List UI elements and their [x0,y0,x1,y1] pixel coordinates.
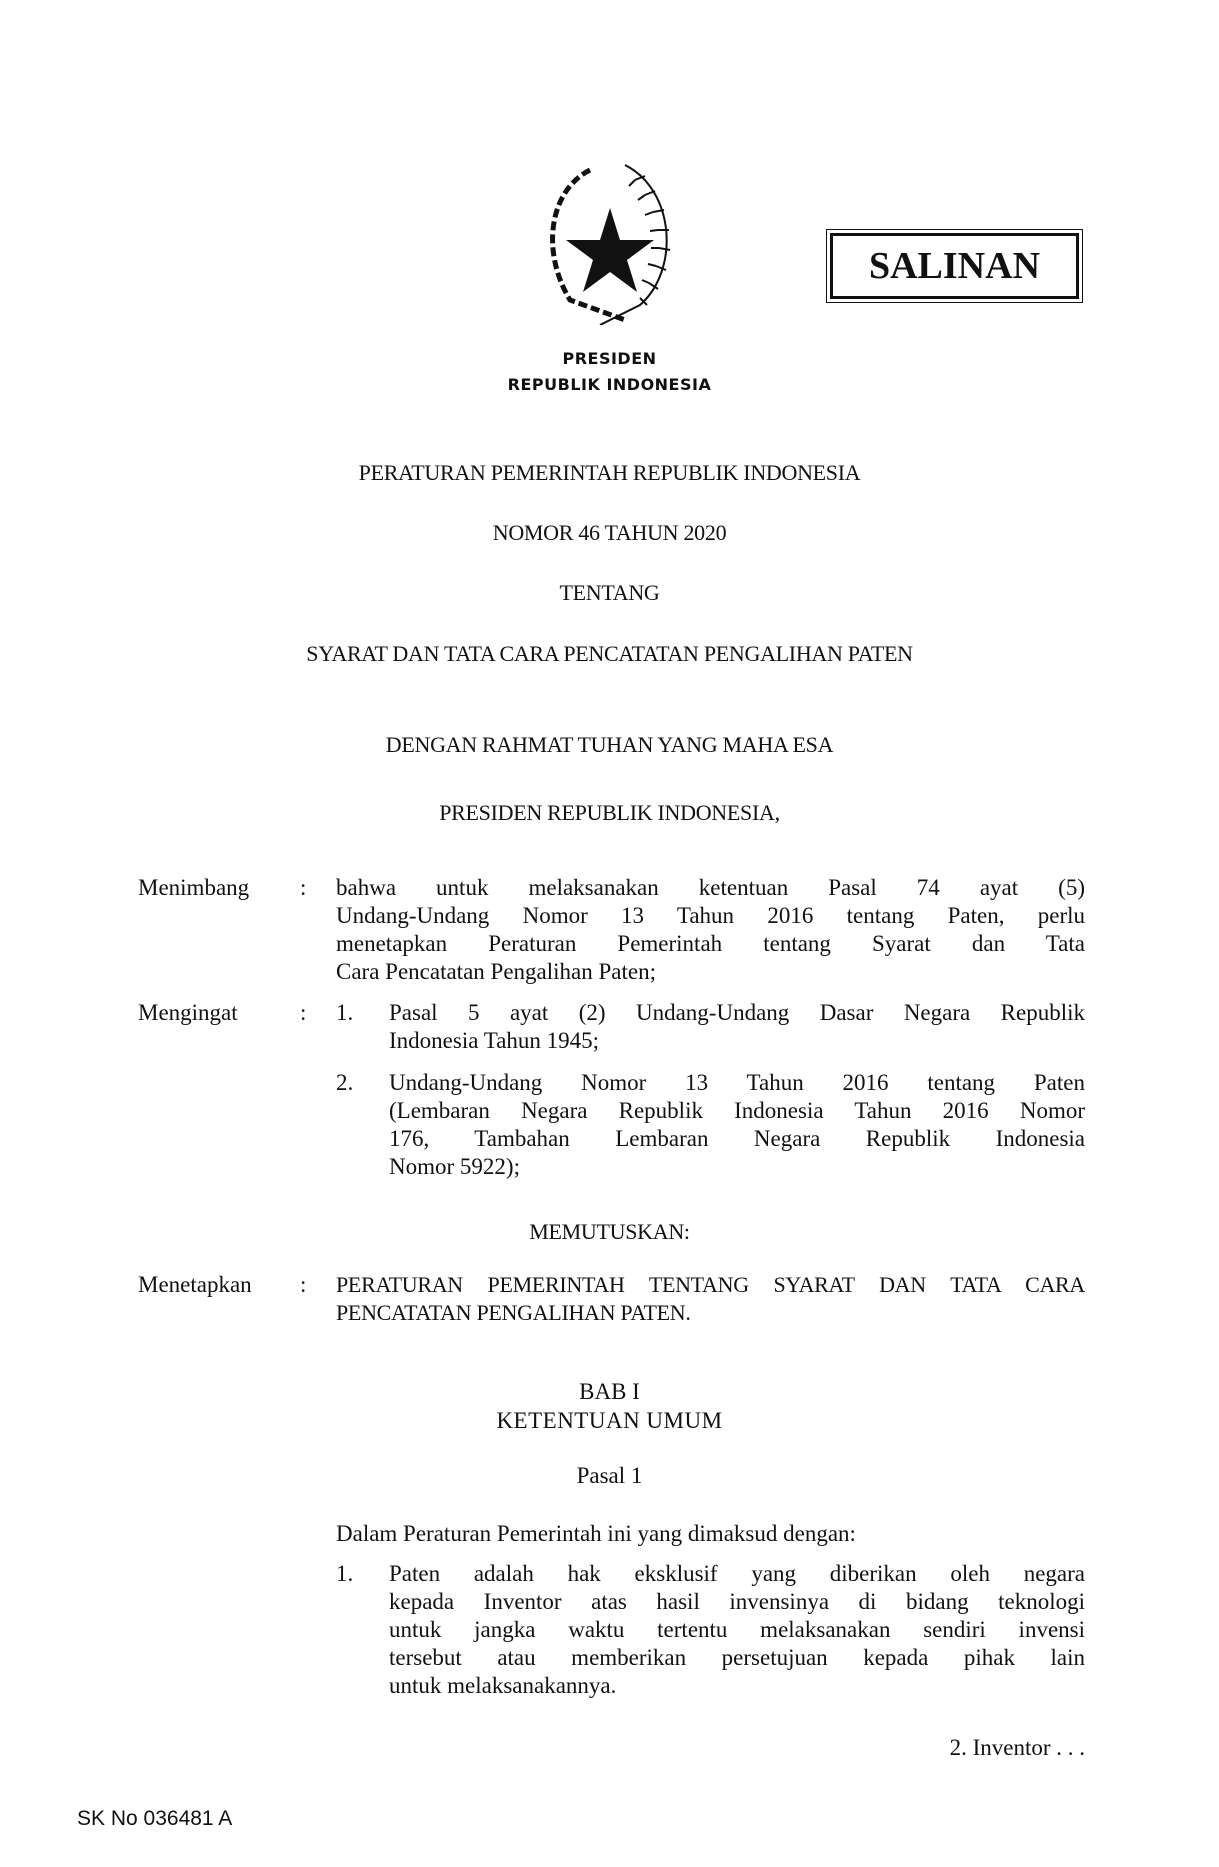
president-heading: PRESIDEN REPUBLIK INDONESIA, [439,800,780,825]
emblem-caption-presiden: PRESIDEN [562,349,657,368]
article-intro: Dalam Peraturan Pemerintah ini yang dimaksud dengan: [336,1521,856,1546]
text-line: Paten adalah hak eksklusif yang diberikan oleh negara [389,1561,1085,1586]
text-line: menetapkan Peraturan Pemerintah tentang Syarat dan Tata [336,931,1085,956]
menimbang-colon: : [300,875,307,900]
menetapkan-label: Menetapkan [138,1272,252,1297]
definition-item [389,1560,1085,1700]
invocation: DENGAN RAHMAT TUHAN YANG MAHA ESA [385,732,834,757]
text-line: PENCATATAN PENGALIHAN PATEN. [336,1300,691,1325]
list-item [389,1069,1085,1181]
salinan-stamp: SALINAN [830,233,1079,299]
list-number: 1. [336,1561,354,1586]
mengingat-colon: : [300,1000,307,1025]
text-line: Pasal 5 ayat (2) Undang-Undang Dasar Negara Republik [389,1000,1085,1025]
document-serial-number: SK No 036481 A [77,1807,233,1830]
text-line: kepada Inventor atas hasil invensinya di bidang teknologi [389,1589,1085,1614]
menimbang-label: Menimbang [138,875,250,900]
chapter-number: BAB I [579,1379,640,1404]
menimbang-text [336,874,1085,986]
text-line: Indonesia Tahun 1945; [389,1028,600,1053]
text-line: Undang-Undang Nomor 13 Tahun 2016 tentang Paten [389,1070,1085,1095]
text-line: 176, Tambahan Lembaran Negara Republik Indonesia [389,1126,1085,1151]
regulation-number: NOMOR 46 TAHUN 2020 [492,520,727,545]
text-line: Cara Pencatatan Pengalihan Paten; [336,959,656,984]
regulation-type: PERATURAN PEMERINTAH REPUBLIK INDONESIA [358,460,861,485]
memutuskan-heading: MEMUTUSKAN: [529,1219,690,1244]
menetapkan-text [336,1271,1085,1327]
article-title: Pasal 1 [576,1463,643,1488]
text-line: Undang-Undang Nomor 13 Tahun 2016 tentang Paten, perlu [336,903,1085,928]
mengingat-label: Mengingat [138,1000,238,1025]
list-item [389,999,1085,1055]
text-line: untuk jangka waktu tertentu melaksanakan sendiri invensi [389,1617,1085,1642]
regulation-subject: SYARAT DAN TATA CARA PENCATATAN PENGALIHAN PATEN [306,641,913,666]
text-line: untuk melaksanakannya. [389,1673,617,1698]
text-line: PERATURAN PEMERINTAH TENTANG SYARAT DAN TATA CARA [336,1272,1085,1297]
chapter-title: KETENTUAN UMUM [496,1408,723,1433]
text-line: bahwa untuk melaksanakan ketentuan Pasal 74 ayat (5) [336,875,1085,900]
list-number: 2. [336,1070,354,1095]
presidential-emblem [530,160,690,325]
continuation-catchword: 2. Inventor . . . [949,1735,1085,1760]
text-line: tersebut atau memberikan persetujuan kepada pihak lain [389,1645,1085,1670]
star-wreath-icon [530,160,690,325]
menetapkan-colon: : [300,1272,307,1297]
emblem-caption-republik: REPUBLIK INDONESIA [507,375,712,394]
text-line: Nomor 5922); [389,1154,520,1179]
tentang-heading: TENTANG [559,580,660,605]
text-line: (Lembaran Negara Republik Indonesia Tahun 2016 Nomor [389,1098,1085,1123]
list-number: 1. [336,1000,354,1025]
